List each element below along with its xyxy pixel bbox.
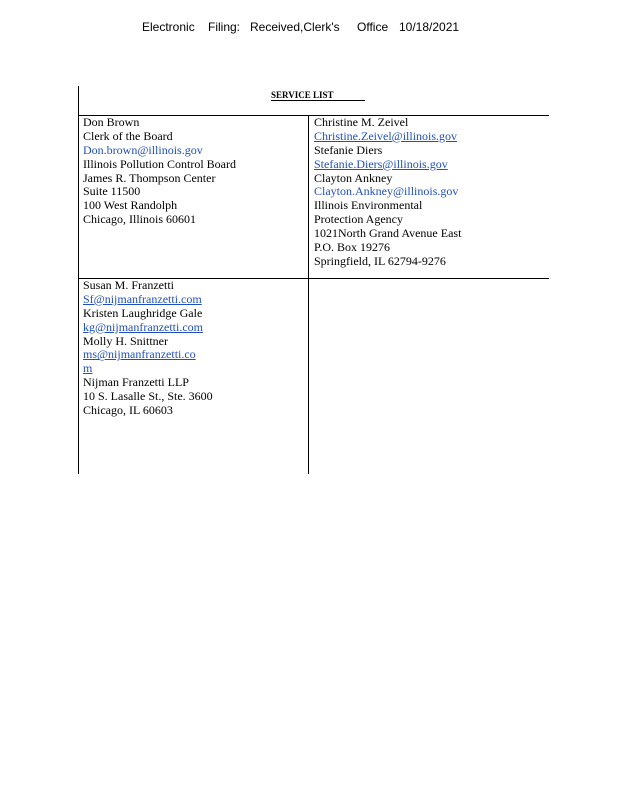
cell-bottom-left — [83, 279, 213, 418]
address-line: Stefanie Diers — [314, 142, 383, 157]
address-line: 10 S. Lasalle St., Ste. 3600 — [83, 389, 213, 404]
address-line: James R. Thompson Center — [83, 170, 216, 185]
address-line: 1021North Grand Avenue East — [314, 226, 462, 241]
address-line: Protection Agency — [314, 212, 403, 227]
email-link[interactable]: ms@nijmanfranzetti.co — [83, 347, 196, 362]
email-link[interactable]: m — [83, 361, 93, 376]
email-link[interactable]: Stefanie.Diers@illinois.gov — [314, 156, 448, 171]
header-electronic: Electronic — [142, 20, 195, 34]
address-line: Kristen Laughridge Gale — [83, 305, 203, 320]
cell-top-right — [314, 116, 461, 269]
address-line: Illinois Environmental — [314, 198, 423, 213]
address-line: Suite 11500 — [83, 184, 141, 199]
email-link[interactable]: Christine.Zeivel@illinois.gov — [314, 128, 458, 143]
address-line: Susan M. Franzetti — [83, 278, 174, 292]
email-link[interactable]: Sf@nijmanfranzetti.com — [83, 291, 202, 306]
header-received: Received,Clerk's — [250, 20, 340, 34]
header-date: 10/18/2021 — [399, 20, 460, 34]
email-link[interactable]: Clayton.Ankney@illinois.gov — [314, 184, 459, 199]
service-list-title: SERVICE LIST — [271, 90, 365, 101]
address-line: Chicago, IL 60603 — [83, 403, 173, 418]
cell-top-left — [83, 116, 236, 227]
email-link[interactable]: Don.brown@illinois.gov — [83, 142, 203, 157]
address-line: 100 West Randolph — [83, 198, 178, 213]
address-line: Illinois Pollution Control Board — [83, 156, 237, 171]
table-middle-divider — [308, 115, 309, 474]
header-office: Office — [357, 20, 389, 34]
address-line: Don Brown — [83, 115, 140, 129]
email-link[interactable]: kg@nijmanfranzetti.com — [83, 319, 204, 334]
address-line: Christine M. Zeivel — [314, 115, 409, 129]
address-line: Nijman Franzetti LLP — [83, 375, 189, 390]
address-line: Chicago, Illinois 60601 — [83, 212, 196, 227]
address-line: P.O. Box 19276 — [314, 240, 391, 255]
address-line: Springfield, IL 62794-9276 — [314, 253, 446, 268]
header-filing: Filing: — [208, 20, 241, 34]
address-line: Molly H. Snittner — [83, 333, 169, 348]
address-line: Clayton Ankney — [314, 170, 393, 185]
address-line: Clerk of the Board — [83, 128, 173, 143]
table-left-border — [78, 86, 79, 474]
